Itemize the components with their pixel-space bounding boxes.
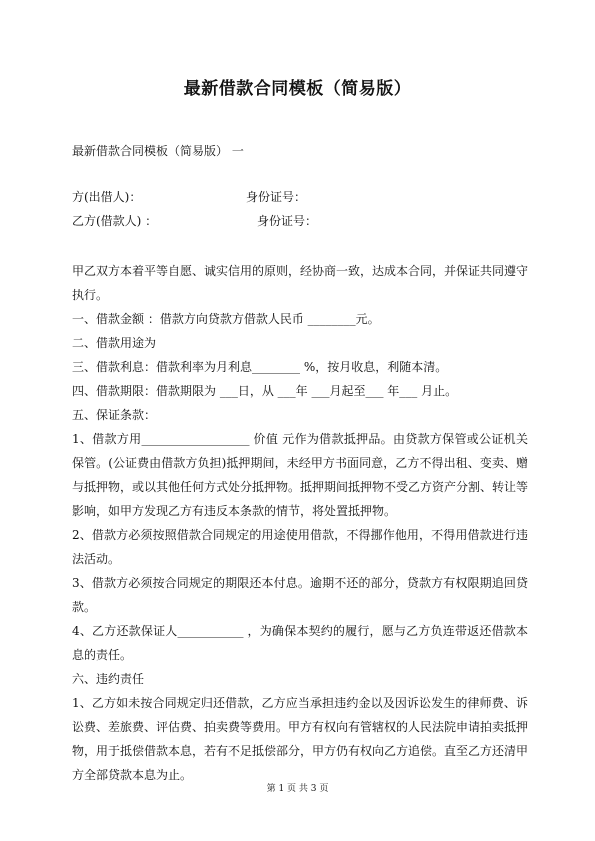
paragraph-loan-amount: 一、借款金额 ：借款方向贷款方借款人民币 ________元。 bbox=[72, 312, 380, 326]
paragraph-loan-purpose: 二、借款用途为 bbox=[72, 336, 157, 350]
paragraph-loan-interest: 三、借款利息：借款利率为月利息________ %，按月收息，利随本清。 bbox=[72, 360, 448, 374]
party-a-label: 方(出借人)： bbox=[72, 190, 142, 204]
document-subtitle: 最新借款合同模板（简易版） 一 bbox=[72, 144, 244, 158]
paragraph-guarantee-2: 2、借款方必须按照借款合同规定的用途使用借款，不得挪作他用，不得用借款进行违法活动。 bbox=[72, 528, 528, 566]
paragraph-guarantee-4: 4、乙方还款保证人___________ ，为确保本契约的履行，愿与乙方负连带返还借款本息的责任。 bbox=[72, 624, 528, 662]
party-a-id-label: 身份证号： bbox=[246, 190, 307, 204]
document-title: 最新借款合同模板（简易版） bbox=[183, 79, 412, 99]
paragraph-intro: 甲乙双方本着平等自愿、诚实信用的原则，经协商一致，达成本合同，并保证共同遵守执行。 bbox=[72, 264, 529, 302]
page-footer: 第 1 页 共 3 页 bbox=[266, 784, 329, 794]
paragraph-guarantee-3: 3、借款方必须按合同规定的期限还本付息。逾期不还的部分，贷款方有权限期追回贷款。 bbox=[72, 576, 528, 614]
paragraph-breach-1: 1、乙方如未按合同规定归还借款，乙方应当承担违约金以及因诉讼发生的律师费、诉讼费、差旅费、评估费、拍卖费等费用。甲方有权向有管辖权的人民法院申请拍卖抵押物，用于抵偿借款本息，若有不足抵偿部分，甲方仍有权向乙方追偿。直至乙方还清甲方全部贷款本息为止。 bbox=[72, 696, 529, 782]
party-b-label: 乙方(借款人) ： bbox=[72, 214, 158, 228]
paragraph-guarantee-1: 1、借款方用__________________ 价值 元作为借款抵押品。由贷款方保管或公证机关保管。(公证费由借款方负担)抵押期间，未经甲方书面同意，乙方不得出租、变卖、赠与抵押物，或以其他任何方式处分抵押物。抵押期间抵押物不受乙方资产分割、转让等影响，如甲方发现乙方有违反本条款的情节，将处置抵押物。 bbox=[72, 432, 529, 518]
paragraph-guarantee-heading: 五、保证条款： bbox=[72, 408, 157, 422]
party-b-id-label: 身份证号： bbox=[257, 214, 318, 228]
contract-body bbox=[72, 259, 528, 787]
paragraph-breach-heading: 六、违约责任 bbox=[72, 672, 145, 686]
paragraph-loan-term: 四、借款期限：借款期限为 ___日，从 ___年 ___月起至___ 年___ 月止。 bbox=[72, 384, 458, 398]
